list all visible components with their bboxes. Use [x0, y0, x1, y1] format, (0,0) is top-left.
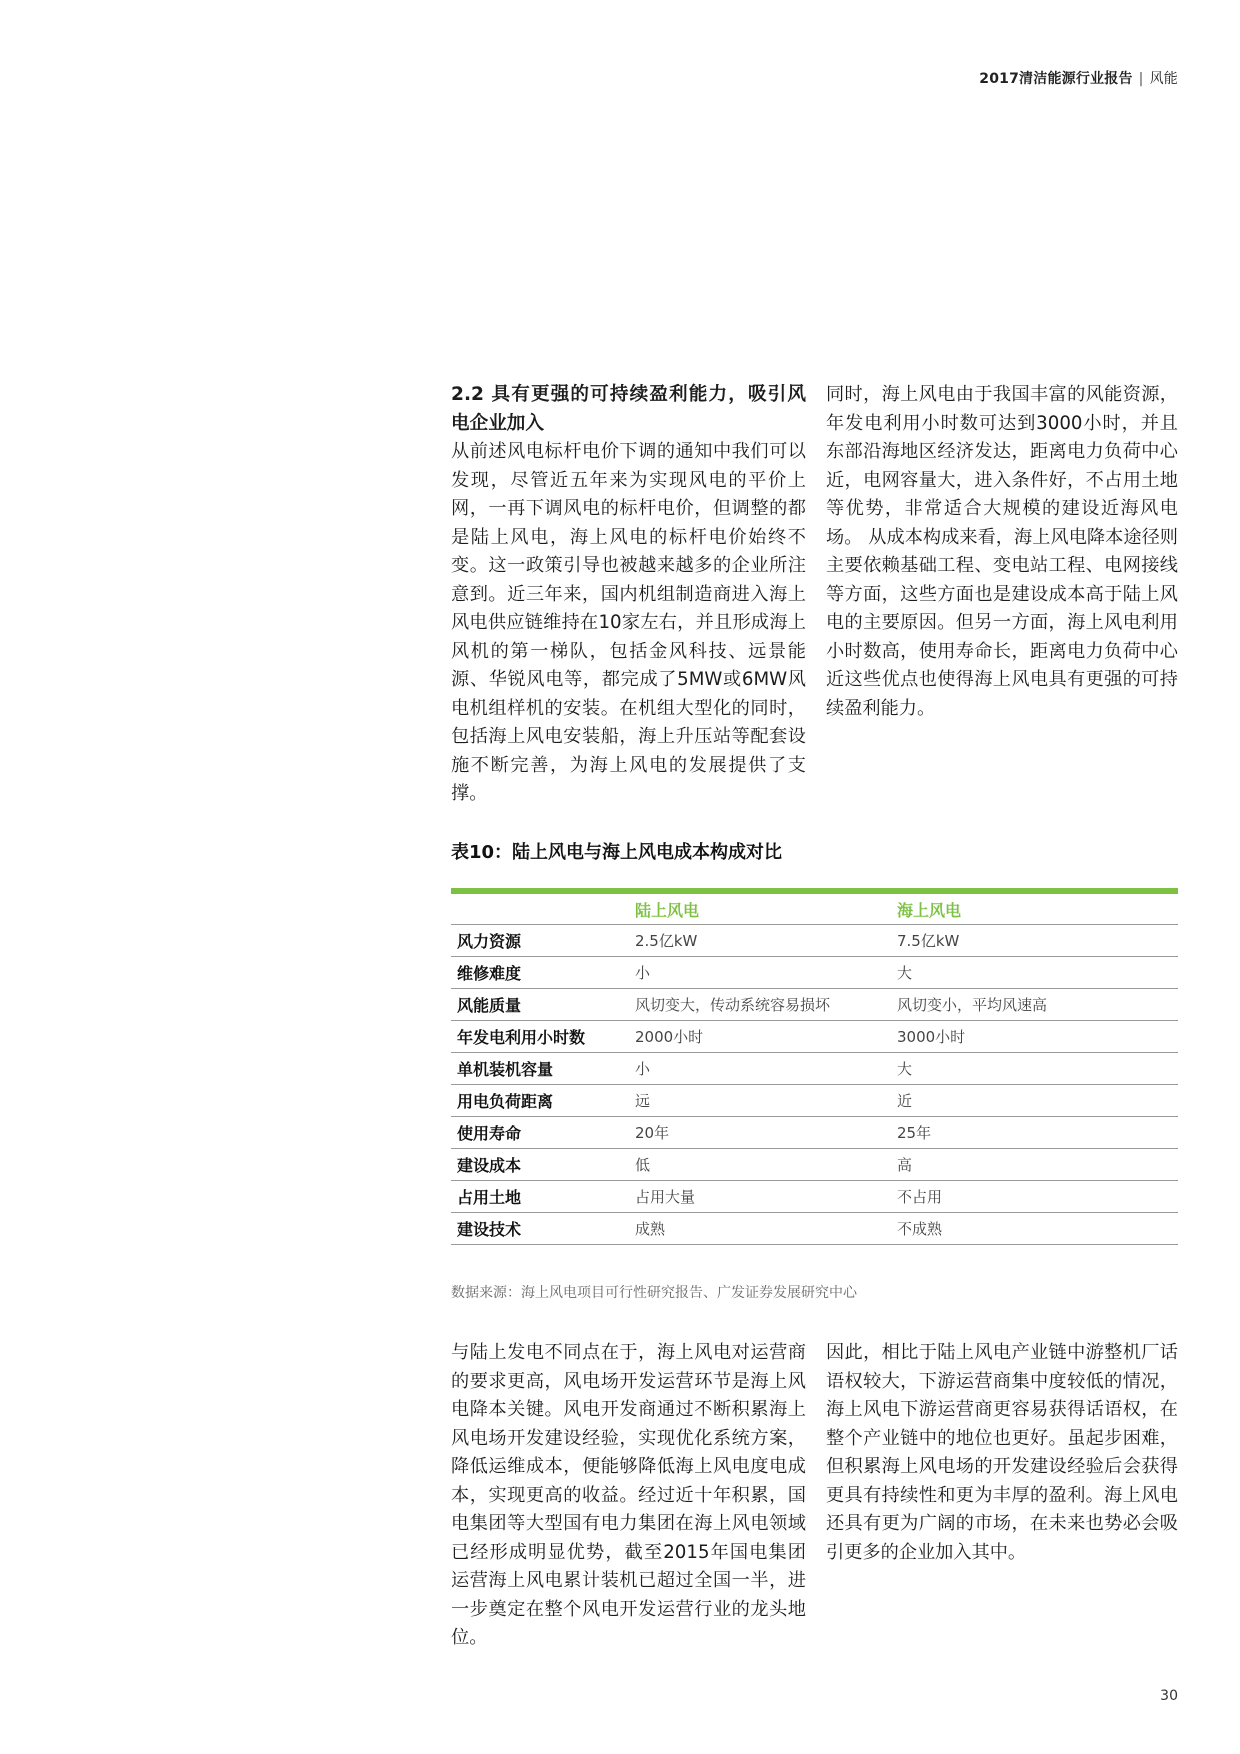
offshore-value: 3000小时 — [891, 1021, 1178, 1053]
table-row — [451, 1021, 1178, 1053]
onshore-value: 小 — [629, 957, 891, 989]
onshore-value: 占用大量 — [629, 1181, 891, 1213]
offshore-value: 风切变小，平均风速高 — [891, 989, 1178, 1021]
section-heading: 2.2 具有更强的可持续盈利能力，吸引风电企业加入 — [451, 384, 806, 434]
table-row — [451, 989, 1178, 1021]
onshore-value: 小 — [629, 1053, 891, 1085]
offshore-value: 大 — [891, 1053, 1178, 1085]
page-header — [979, 68, 1178, 88]
bottom-column-left — [451, 1339, 806, 1653]
table-row — [451, 925, 1178, 957]
row-label: 风能质量 — [451, 989, 629, 1021]
row-label: 年发电利用小时数 — [451, 1021, 629, 1053]
section-label: 风能 — [1149, 71, 1178, 87]
offshore-value: 大 — [891, 957, 1178, 989]
onshore-value: 20年 — [629, 1117, 891, 1149]
row-label: 维修难度 — [451, 957, 629, 989]
row-label: 建设技术 — [451, 1213, 629, 1245]
header-blank — [451, 894, 629, 925]
offshore-value: 不占用 — [891, 1181, 1178, 1213]
offshore-value: 7.5亿kW — [891, 925, 1178, 957]
onshore-value: 低 — [629, 1149, 891, 1181]
header-separator: | — [1138, 71, 1144, 87]
data-source-note: 数据来源：海上风电项目可行性研究报告、广发证券发展研究中心 — [451, 1285, 857, 1301]
onshore-value: 风切变大，传动系统容易损坏 — [629, 989, 891, 1021]
row-label: 使用寿命 — [451, 1117, 629, 1149]
page-number: 30 — [1160, 1688, 1178, 1704]
row-label: 单机装机容量 — [451, 1053, 629, 1085]
section-paragraph-left: 从前述风电标杆电价下调的通知中我们可以发现，尽管近五年来为实现风电的平价上网，一再下调风电的标杆电价，但调整的都是陆上风电，海上风电的标杆电价始终不变。这一政策引导也被越来越多的企业所注意到。近三年来，国内机组制造商进入海上风电供应链维持在10家左右，并且形成海上风机的第一梯队，包括金风科技、远景能源、华锐风电等，都完成了5MW或6MW风电机组样机的安装。在机组大型化的同时，包括海上风电安装船，海上升压站等配套设施不断完善，为海上风电的发展提供了支撑。 — [451, 441, 806, 804]
comparison-table — [451, 888, 1178, 1245]
table-row — [451, 1181, 1178, 1213]
table-row — [451, 1213, 1178, 1245]
offshore-value: 25年 — [891, 1117, 1178, 1149]
offshore-value: 不成熟 — [891, 1213, 1178, 1245]
table-row — [451, 1117, 1178, 1149]
offshore-value: 高 — [891, 1149, 1178, 1181]
bottom-paragraph-right: 因此，相比于陆上风电产业链中游整机厂话语权较大，下游运营商集中度较低的情况，海上风电下游运营商更容易获得话语权，在整个产业链中的地位也更好。虽起步困难，但积累海上风电场的开发建设经验后会获得更具有持续性和更为丰厚的盈利。海上风电还具有更为广阔的市场，在未来也势必会吸引更多的企业加入其中。 — [826, 1342, 1178, 1563]
section-column-left — [451, 381, 806, 809]
table-row — [451, 957, 1178, 989]
onshore-value: 2.5亿kW — [629, 925, 891, 957]
table-row — [451, 1053, 1178, 1085]
table-header-row — [451, 894, 1178, 925]
row-label: 用电负荷距离 — [451, 1085, 629, 1117]
table-row — [451, 1149, 1178, 1181]
table-title: 表10：陆上风电与海上风电成本构成对比 — [451, 842, 783, 863]
bottom-paragraph-left: 与陆上发电不同点在于，海上风电对运营商的要求更高，风电场开发运营环节是海上风电降本关键。风电开发商通过不断积累海上风电场开发建设经验，实现优化系统方案，降低运维成本，便能够降低海上风电度电成本，实现更高的收益。经过近十年积累，国电集团等大型国有电力集团在海上风电领域已经形成明显优势，截至2015年国电集团运营海上风电累计装机已超过全国一半，进一步奠定在整个风电开发运营行业的龙头地位。 — [451, 1342, 806, 1648]
onshore-value: 成熟 — [629, 1213, 891, 1245]
row-label: 占用土地 — [451, 1181, 629, 1213]
table-row — [451, 1085, 1178, 1117]
row-label: 风力资源 — [451, 925, 629, 957]
bottom-column-right — [826, 1339, 1178, 1567]
header-offshore: 海上风电 — [891, 894, 1178, 925]
onshore-value: 2000小时 — [629, 1021, 891, 1053]
offshore-value: 近 — [891, 1085, 1178, 1117]
section-paragraph-right: 同时，海上风电由于我国丰富的风能资源，年发电利用小时数可达到3000小时，并且东部沿海地区经济发达，距离电力负荷中心近，电网容量大，进入条件好，不占用土地等优势，非常适合大规模的建设近海风电场。 从成本构成来看，海上风电降本途径则主要依赖基础工程、变电站工程、电网接线等方面，这些方面也是建设成本高于陆上风电的主要原因。但另一方面，海上风电利用小时数高，使用寿命长，距离电力负荷中心近这些优点也使得海上风电具有更强的可持续盈利能力。 — [826, 384, 1178, 719]
row-label: 建设成本 — [451, 1149, 629, 1181]
header-onshore: 陆上风电 — [629, 894, 891, 925]
section-column-right — [826, 381, 1178, 723]
onshore-value: 远 — [629, 1085, 891, 1117]
report-title: 2017清洁能源行业报告 — [979, 71, 1133, 87]
